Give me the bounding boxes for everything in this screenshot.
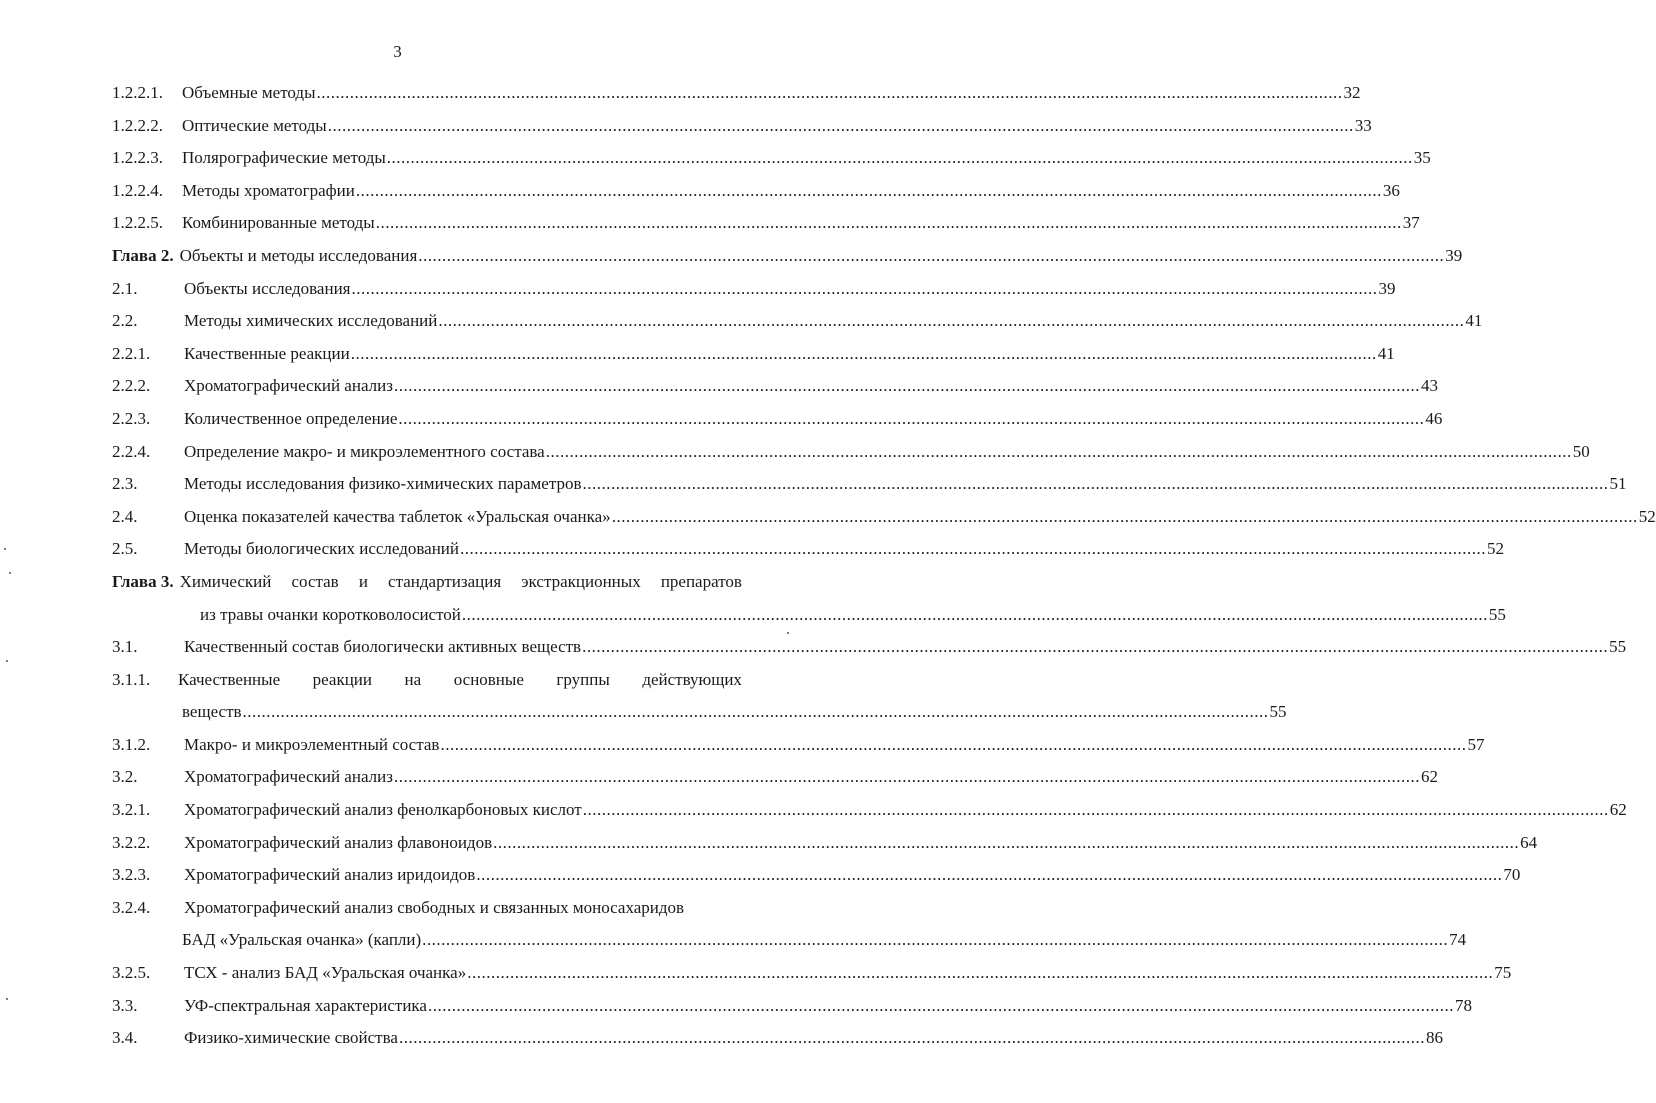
dot-leader [438, 305, 1464, 338]
toc-number: 2.2.1. [112, 343, 151, 363]
toc-entry [112, 142, 1431, 175]
toc-page: 35 [1413, 148, 1431, 168]
title-word: основные [453, 669, 524, 689]
toc-title: УФ-спектральная характеристика [184, 995, 427, 1015]
toc-title: Качественные реакции [184, 343, 350, 363]
toc-number: 2.2.2. [112, 376, 151, 396]
toc-entry [112, 892, 742, 925]
toc-page: 32 [1343, 83, 1361, 102]
dot-leader [440, 729, 1466, 762]
toc-page: 74 [1449, 930, 1467, 950]
dot-leader [351, 338, 1377, 371]
title-word: Качественные [178, 669, 281, 689]
dot-leader [328, 110, 1354, 143]
toc-continuation [112, 599, 1506, 632]
toc-title-continuation: БАД «Уральская очанка» (капли) [182, 930, 422, 950]
toc-entry [112, 859, 1521, 892]
toc-page: 37 [1402, 213, 1420, 233]
toc-page: 78 [1454, 995, 1472, 1015]
toc-title: Хроматографический анализ иридоидов [184, 865, 476, 885]
dot-leader [582, 631, 1608, 664]
toc-page: 51 [1609, 474, 1627, 494]
title-word: препаратов [660, 571, 742, 591]
toc-page: 62 [1420, 767, 1438, 787]
toc-number: 2.3. [112, 474, 138, 494]
title-word: группы [556, 669, 610, 689]
toc-number: 3.2.2. [112, 832, 151, 852]
toc-page: 52 [1487, 539, 1505, 559]
toc-number: 3.1.1. [112, 669, 151, 689]
dot-leader [376, 207, 1402, 240]
toc-entry [112, 664, 742, 697]
toc-entry [112, 207, 1420, 240]
dot-leader [583, 468, 1609, 501]
dot-leader [467, 957, 1493, 990]
toc-title: Макро- и микроэлементный состав [184, 734, 440, 754]
toc-title: Хроматографический анализ флавоноидов [184, 832, 493, 852]
scan-speck [6, 998, 8, 1000]
toc-title: Определение макро- и микроэлементного состава [184, 441, 545, 461]
dot-leader [460, 533, 1486, 566]
dot-leader [317, 77, 1343, 110]
toc-entry [112, 729, 1485, 762]
toc-number: 3.4. [112, 1028, 138, 1048]
dot-leader [422, 924, 1448, 957]
toc-number: 2.2. [112, 311, 138, 331]
dot-leader [398, 403, 1424, 436]
toc-title: Хроматографический анализ [184, 767, 393, 787]
toc-number: 2.2.3. [112, 408, 151, 428]
toc-title: Методы химических исследований [184, 311, 438, 331]
toc-entry [112, 403, 1443, 436]
toc-title: Методы хроматографии [182, 180, 355, 200]
toc-title: Хроматографический анализ свободных и связанных моносахаридов [184, 897, 685, 917]
toc-entry [112, 370, 1438, 403]
title-word: действующих [642, 669, 742, 689]
toc-number: 1.2.2.2. [112, 115, 163, 135]
toc-entry [112, 533, 1505, 566]
toc-title-continuation: веществ [182, 702, 242, 722]
title-word: стандартизация [388, 571, 502, 591]
dot-leader [583, 794, 1609, 827]
toc-number: 1.2.2.4. [112, 180, 163, 200]
dot-leader [243, 696, 1269, 729]
toc-title: Объекты исследования [184, 278, 351, 298]
toc-number: 3.2.1. [112, 800, 151, 820]
toc-page: 52 [1638, 506, 1656, 526]
toc-number: 3.1. [112, 637, 138, 657]
toc-page: 55 [1609, 637, 1627, 657]
toc-title: Комбинированные методы [182, 213, 375, 233]
toc-title: Количественное определение [184, 408, 398, 428]
toc-entry [112, 631, 1627, 664]
toc-number: 2.1. [112, 278, 138, 298]
toc-entry [112, 468, 1627, 501]
scan-speck [9, 572, 11, 574]
toc-page: 50 [1572, 441, 1590, 461]
toc-title: Физико-химические свойства [184, 1028, 398, 1048]
toc-number: 1.2.2.5. [112, 213, 163, 233]
dot-leader [399, 1022, 1425, 1055]
toc-entry [112, 794, 1627, 827]
toc-entry [112, 305, 1483, 338]
toc-page: 46 [1425, 408, 1443, 428]
toc-chapter-entry [112, 566, 742, 599]
toc-title: Объекты и методы исследования [179, 245, 418, 265]
toc-title [178, 664, 742, 697]
toc-title: Полярографические методы [182, 148, 386, 168]
dot-leader [612, 501, 1638, 534]
toc-page: 39 [1445, 245, 1463, 265]
toc-page: 41 [1465, 311, 1483, 331]
toc-title: Оптические методы [182, 115, 327, 135]
toc-entry [112, 501, 1656, 534]
dot-leader [418, 240, 1444, 273]
dot-leader [476, 859, 1502, 892]
toc-page: 43 [1420, 376, 1438, 396]
toc-entry [112, 990, 1472, 1023]
title-word: реакции [312, 669, 372, 689]
toc-title: ТСХ - анализ БАД «Уральская очанка» [184, 963, 467, 983]
toc-number: 1.2.2.3. [112, 148, 163, 168]
scan-speck [4, 548, 6, 550]
toc-entry [112, 1022, 1443, 1055]
toc-entry [112, 761, 1438, 794]
toc-title: Методы исследования физико-химических параметров [184, 474, 582, 494]
toc-number: 2.2.4. [112, 441, 151, 461]
dot-leader [428, 990, 1454, 1023]
title-word: состав [291, 571, 339, 591]
toc-entry [112, 338, 1395, 371]
toc-number: 3.1.2. [112, 734, 151, 754]
toc-number: 3.2.3. [112, 865, 151, 885]
toc-title: Хроматографический анализ [184, 376, 393, 396]
toc-number: 3.2. [112, 767, 138, 787]
title-word: на [404, 669, 422, 689]
toc-continuation [112, 696, 1287, 729]
toc-number: 2.5. [112, 539, 138, 559]
scan-speck [787, 632, 789, 634]
toc-page: 86 [1425, 1028, 1443, 1048]
toc-chapter-entry [112, 240, 1463, 273]
toc-page: 75 [1494, 963, 1512, 983]
toc-number: 3.3. [112, 995, 138, 1015]
toc-entry [112, 110, 1372, 143]
scan-speck [6, 660, 8, 662]
toc-entry [112, 436, 1590, 469]
toc-title: Оценка показателей качества таблеток «Уральская очанка» [184, 506, 611, 526]
toc-title [180, 566, 742, 599]
dot-leader [351, 273, 1377, 306]
toc-entry [112, 273, 1396, 306]
toc-title-continuation: из травы очанки коротковолосистой [200, 604, 461, 624]
toc-title: Хроматографический анализ фенолкарбоновых кислот [184, 800, 582, 820]
toc-number: 2.4. [112, 506, 138, 526]
toc-entry [112, 77, 1361, 110]
toc-number: 3.2.4. [112, 897, 151, 917]
dot-leader [394, 370, 1420, 403]
chapter-label: Глава 2. [112, 245, 174, 265]
title-word: экстракционных [521, 571, 641, 591]
title-word: Химический [179, 571, 272, 591]
toc-number: 3.2.5. [112, 963, 151, 983]
toc-page: 57 [1467, 734, 1485, 754]
toc-title: Объемные методы [182, 83, 316, 102]
toc-page: 64 [1520, 832, 1538, 852]
toc-page: 55 [1488, 604, 1506, 624]
toc-page: 41 [1377, 343, 1395, 363]
toc-entry [112, 957, 1512, 990]
toc-number: 1.2.2.1. [112, 83, 163, 102]
dot-leader [394, 761, 1420, 794]
title-word: и [358, 571, 368, 591]
toc-continuation [112, 924, 1467, 957]
toc-entry [112, 827, 1538, 860]
toc-entry [112, 175, 1400, 208]
toc-page: 33 [1354, 115, 1372, 135]
toc-title: Качественный состав биологически активных веществ [184, 637, 582, 657]
dot-leader [546, 436, 1572, 469]
dot-leader [356, 175, 1382, 208]
table-of-contents [112, 77, 1656, 1055]
chapter-label: Глава 3. [112, 571, 174, 591]
page-number: 3 [393, 42, 402, 61]
toc-page: 70 [1503, 865, 1521, 885]
dot-leader [462, 599, 1488, 632]
dot-leader [387, 142, 1413, 175]
toc-page: 62 [1609, 800, 1627, 820]
toc-title: Методы биологических исследований [184, 539, 460, 559]
toc-page: 36 [1382, 180, 1400, 200]
toc-page: 39 [1378, 278, 1396, 298]
dot-leader [493, 827, 1519, 860]
toc-page: 55 [1269, 702, 1287, 722]
